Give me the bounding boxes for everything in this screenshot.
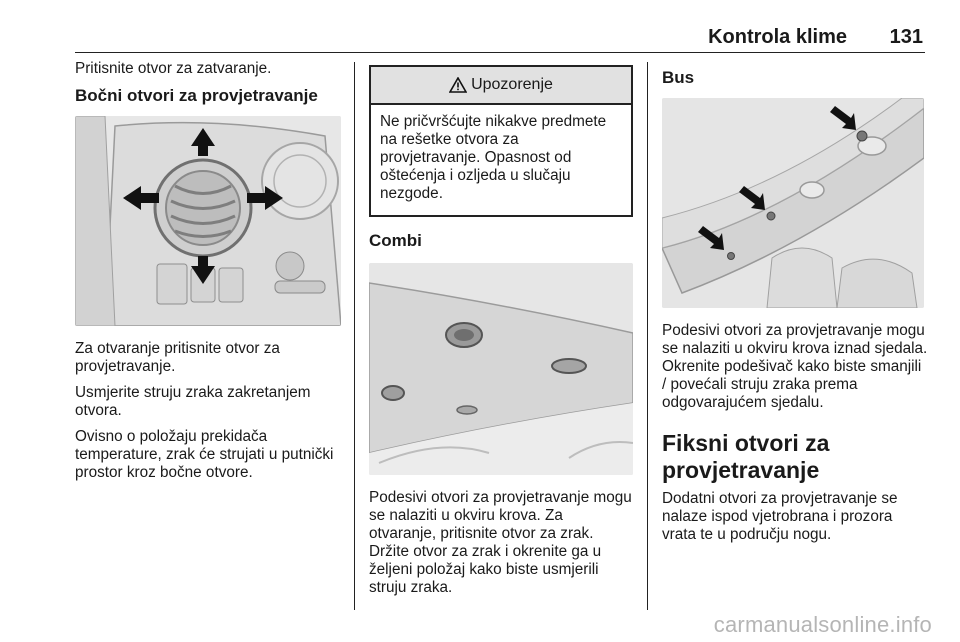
warning-title: Upozorenje — [471, 76, 553, 93]
column-3 — [662, 60, 928, 552]
open-vent-text: Za otvaranje pritisnite otvor za provjetravanje. — [75, 340, 280, 375]
combi-heading: Combi — [369, 231, 422, 250]
side-vents-heading: Bočni otvori za provjetravanje — [75, 86, 318, 105]
column-2 — [369, 60, 633, 605]
bus-vents-text: Podesivi otvori za provjetravanje mogu se nalaziti u okviru krova iznad sjedala. Okrenite podešivač kako biste smanjili / povećali struju zraka prema odgovarajućem sjedalu. — [662, 322, 928, 411]
bus-roof-illustration — [662, 98, 924, 308]
bus-heading: Bus — [662, 68, 695, 87]
fixed-vents-text: Dodatni otvori za provjetravanje se nalaze ispod vjetrobrana i prozora vrata te u području nogu. — [662, 490, 898, 543]
side-vent-illustration — [75, 116, 341, 326]
column-divider — [354, 62, 355, 610]
warning-header — [371, 67, 631, 105]
column-1 — [75, 60, 341, 490]
watermark: carmanualsonline.info — [713, 612, 932, 637]
direct-airflow-text: Usmjerite struju zraka zakretanjem otvora. — [75, 384, 311, 419]
page-number: 131 — [889, 26, 923, 48]
warning-text: Ne pričvršćujte nikakve predmete na rešetke otvora za provjetravanje. Opasnost od oštećenja i ozljeda u slučaju nezgode. — [380, 113, 607, 202]
page-header — [75, 22, 925, 53]
combi-roof-illustration — [369, 263, 633, 475]
warning-triangle-icon — [449, 77, 467, 93]
section-title: Kontrola klime — [708, 26, 847, 48]
fixed-vents-heading: Fiksni otvori za provjetravanje — [662, 430, 830, 483]
combi-vents-text: Podesivi otvori za provjetravanje mogu se nalaziti u okviru krova. Za otvaranje, pritisnite otvor za zrak. Držite otvor za zrak i okrenite ga u željeni položaj kako biste usmjerili struju zraka. — [369, 489, 632, 596]
warning-box — [369, 65, 633, 217]
temperature-text: Ovisno o položaju prekidača temperature, zrak će strujati u putnički prostor kroz bočne otvore. — [75, 428, 334, 481]
column-divider — [647, 62, 648, 610]
intro-text: Pritisnite otvor za zatvaranje. — [75, 60, 272, 77]
